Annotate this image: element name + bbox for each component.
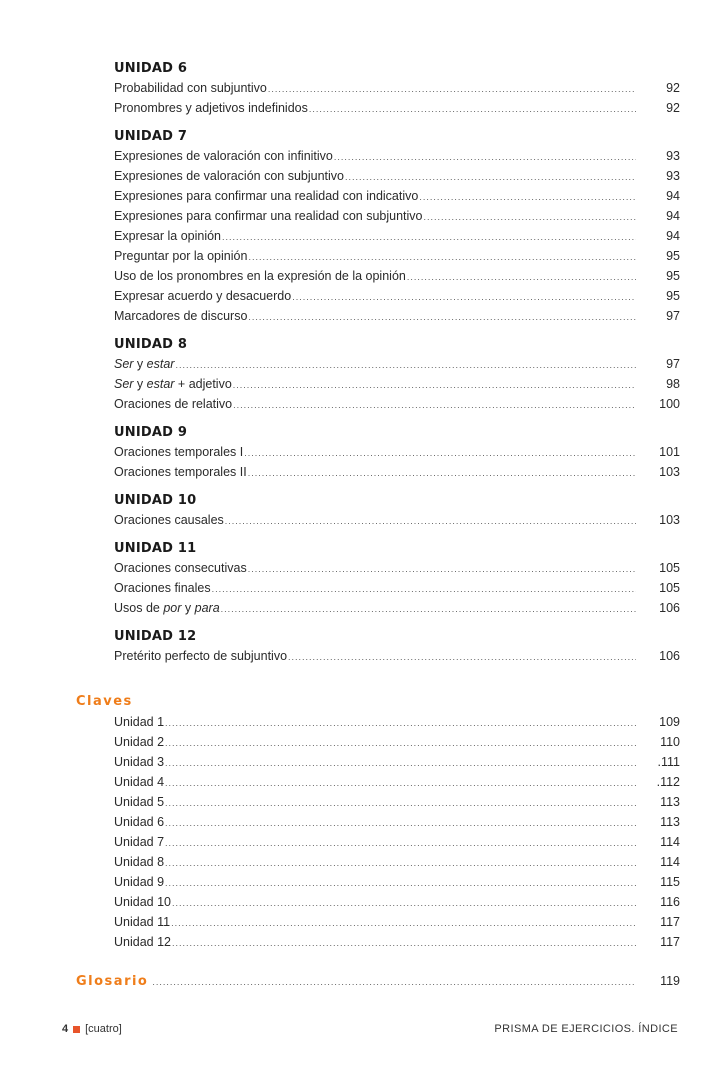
toc-entry-title: Unidad 11	[114, 915, 171, 929]
dot-leader	[345, 167, 636, 187]
toc-entry-page: 97	[666, 357, 680, 371]
toc-entry-title: Unidad 2	[114, 735, 165, 749]
dot-leader	[165, 713, 636, 733]
toc-entry-page: 106	[659, 601, 680, 615]
toc-entry-title: Usos de por y para	[114, 601, 220, 615]
toc-entry-title: Oraciones temporales I	[114, 445, 244, 459]
toc-entry-page: 94	[666, 209, 680, 223]
toc-entry	[114, 462, 680, 482]
toc-entry	[114, 852, 680, 872]
toc-entry	[114, 206, 680, 226]
toc-entry-page: 95	[666, 289, 680, 303]
toc-entry-page: 97	[666, 309, 680, 323]
dot-leader	[424, 207, 636, 227]
dot-leader	[165, 733, 636, 753]
toc-entry-page: 103	[659, 513, 680, 527]
toc-entry-title: Expresar la opinión	[114, 229, 222, 243]
toc-entry	[114, 598, 680, 618]
toc-entry-page: 117	[660, 915, 680, 929]
unit-heading: UNIDAD 11	[114, 541, 197, 556]
unit-section	[114, 124, 680, 326]
claves-heading: Claves	[76, 694, 133, 709]
toc-entry-page: 116	[660, 895, 680, 909]
toc-entry	[114, 912, 680, 932]
toc-entry	[114, 792, 680, 812]
toc-entry-page: 100	[659, 397, 680, 411]
toc-entry	[114, 186, 680, 206]
footer-page-info	[62, 1023, 122, 1035]
toc-entry	[114, 306, 680, 326]
dot-leader	[248, 307, 636, 327]
toc-entry-page: 98	[666, 377, 680, 391]
dot-leader	[175, 355, 636, 375]
toc-entry-title: Expresiones para confirmar una realidad con indicativo	[114, 189, 419, 203]
toc-entry	[114, 578, 680, 598]
dot-leader	[152, 977, 636, 987]
toc-entry-page: 109	[659, 715, 680, 729]
toc-entry	[114, 732, 680, 752]
toc-entry-page: 101	[659, 445, 680, 459]
glosario-entry	[76, 974, 680, 994]
toc-entry	[114, 646, 680, 666]
dot-leader	[212, 579, 636, 599]
toc-entry-title: Unidad 3	[114, 755, 165, 769]
toc-entry-page: 105	[659, 581, 680, 595]
toc-entry-title: Unidad 7	[114, 835, 165, 849]
page-footer	[62, 1020, 678, 1038]
toc-entry-page: 114	[660, 835, 680, 849]
unit-heading: UNIDAD 12	[114, 629, 197, 644]
dot-leader	[419, 187, 636, 207]
units-list	[0, 56, 728, 666]
toc-entry-title: Unidad 4	[114, 775, 165, 789]
toc-entry-title: Ser y estar	[114, 357, 175, 371]
dot-leader	[268, 79, 636, 99]
dot-leader	[165, 833, 636, 853]
toc-entry-page: 110	[660, 735, 680, 749]
toc-entry	[114, 146, 680, 166]
toc-entry-title: Probabilidad con subjuntivo	[114, 81, 267, 95]
toc-entry-title: Pretérito perfecto de subjuntivo	[114, 649, 288, 663]
unit-heading: UNIDAD 7	[114, 129, 188, 144]
toc-entry	[114, 892, 680, 912]
toc-entry-title: Pronombres y adjetivos indefinidos	[114, 101, 308, 115]
toc-entry	[114, 166, 680, 186]
toc-entry-title: Unidad 1	[114, 715, 165, 729]
dot-leader	[221, 599, 636, 619]
unit-section	[114, 56, 680, 118]
dot-leader	[171, 913, 636, 933]
toc-entry-page: 94	[666, 229, 680, 243]
toc-entry-title: Uso de los pronombres en la expresión de la opinión	[114, 269, 406, 283]
footer-book-title: PRISMA DE EJERCICIOS. ÍNDICE	[494, 1023, 678, 1035]
unit-section	[114, 624, 680, 666]
dot-leader	[248, 247, 636, 267]
toc-entry	[114, 932, 680, 952]
toc-entry-page: 106	[659, 649, 680, 663]
unit-section	[114, 488, 680, 530]
toc-entry-page: 92	[666, 101, 680, 115]
toc-entry-page: 93	[666, 149, 680, 163]
toc-entry	[114, 394, 680, 414]
table-of-contents	[0, 56, 728, 994]
claves-list	[114, 712, 680, 952]
glosario-heading: Glosario	[76, 974, 149, 989]
toc-entry	[114, 78, 680, 98]
dot-leader	[334, 147, 636, 167]
toc-entry-page: 93	[666, 169, 680, 183]
unit-section	[114, 536, 680, 618]
toc-entry	[114, 510, 680, 530]
toc-entry-title: Oraciones causales	[114, 513, 224, 527]
toc-entry-page: 117	[660, 935, 680, 949]
toc-entry-title: Oraciones de relativo	[114, 397, 233, 411]
toc-entry-title: Preguntar por la opinión	[114, 249, 248, 263]
toc-entry-page: 113	[660, 795, 680, 809]
dot-leader	[233, 375, 636, 395]
toc-entry-title: Unidad 12	[114, 935, 171, 949]
toc-entry	[114, 266, 680, 286]
dot-leader	[288, 647, 636, 667]
toc-entry	[114, 246, 680, 266]
toc-entry-page: 103	[659, 465, 680, 479]
dot-leader	[165, 813, 636, 833]
footer-page-number: 4	[62, 1023, 69, 1035]
toc-entry-title: Expresiones de valoración con subjuntivo	[114, 169, 344, 183]
toc-entry-title: Expresiones de valoración con infinitivo	[114, 149, 333, 163]
toc-entry-page: 95	[666, 249, 680, 263]
toc-entry	[114, 98, 680, 118]
toc-entry-page: 114	[660, 855, 680, 869]
toc-entry-title: Ser y estar + adjetivo	[114, 377, 232, 391]
toc-entry	[114, 558, 680, 578]
dot-leader	[309, 99, 636, 119]
toc-entry	[114, 286, 680, 306]
dot-leader	[225, 511, 636, 531]
toc-entry-page: .112	[656, 775, 680, 789]
toc-entry-page: 94	[666, 189, 680, 203]
toc-entry	[114, 374, 680, 394]
toc-entry	[114, 354, 680, 374]
dot-leader	[165, 873, 636, 893]
toc-entry-title: Unidad 10	[114, 895, 171, 909]
dot-leader	[172, 893, 636, 913]
toc-entry	[114, 752, 680, 772]
unit-heading: UNIDAD 8	[114, 337, 188, 352]
dot-leader	[233, 395, 636, 415]
toc-entry-title: Unidad 6	[114, 815, 165, 829]
toc-entry-page: 113	[660, 815, 680, 829]
toc-entry-page: 105	[659, 561, 680, 575]
toc-entry-title: Marcadores de discurso	[114, 309, 248, 323]
toc-entry	[114, 812, 680, 832]
toc-entry-title: Expresiones para confirmar una realidad con subjuntivo	[114, 209, 423, 223]
toc-entry-page: 92	[666, 81, 680, 95]
toc-entry	[114, 872, 680, 892]
toc-entry-title: Unidad 8	[114, 855, 165, 869]
dot-leader	[172, 933, 636, 953]
unit-heading: UNIDAD 10	[114, 493, 197, 508]
dot-leader	[248, 559, 636, 579]
toc-entry	[114, 442, 680, 462]
unit-heading: UNIDAD 9	[114, 425, 188, 440]
dot-leader	[165, 773, 636, 793]
dot-leader	[244, 443, 636, 463]
square-bullet-icon	[73, 1026, 80, 1033]
dot-leader	[248, 463, 636, 483]
unit-section	[114, 420, 680, 482]
dot-leader	[222, 227, 636, 247]
toc-entry	[114, 226, 680, 246]
toc-entry	[114, 832, 680, 852]
unit-heading: UNIDAD 6	[114, 61, 188, 76]
dot-leader	[165, 753, 636, 773]
toc-entry-title: Unidad 5	[114, 795, 165, 809]
glosario-page: 119	[660, 974, 680, 988]
dot-leader	[292, 287, 636, 307]
toc-entry	[114, 772, 680, 792]
toc-entry-title: Unidad 9	[114, 875, 165, 889]
toc-entry-page: 115	[660, 875, 680, 889]
toc-entry-title: Expresar acuerdo y desacuerdo	[114, 289, 292, 303]
dot-leader	[165, 853, 636, 873]
unit-section	[114, 332, 680, 414]
toc-entry-title: Oraciones finales	[114, 581, 211, 595]
toc-entry-page: 95	[666, 269, 680, 283]
dot-leader	[165, 793, 636, 813]
toc-entry	[114, 712, 680, 732]
toc-entry-title: Oraciones consecutivas	[114, 561, 247, 575]
dot-leader	[407, 267, 636, 287]
toc-entry-title: Oraciones temporales II	[114, 465, 247, 479]
toc-entry-page: .111	[657, 755, 680, 769]
footer-page-word: [cuatro]	[85, 1023, 122, 1035]
